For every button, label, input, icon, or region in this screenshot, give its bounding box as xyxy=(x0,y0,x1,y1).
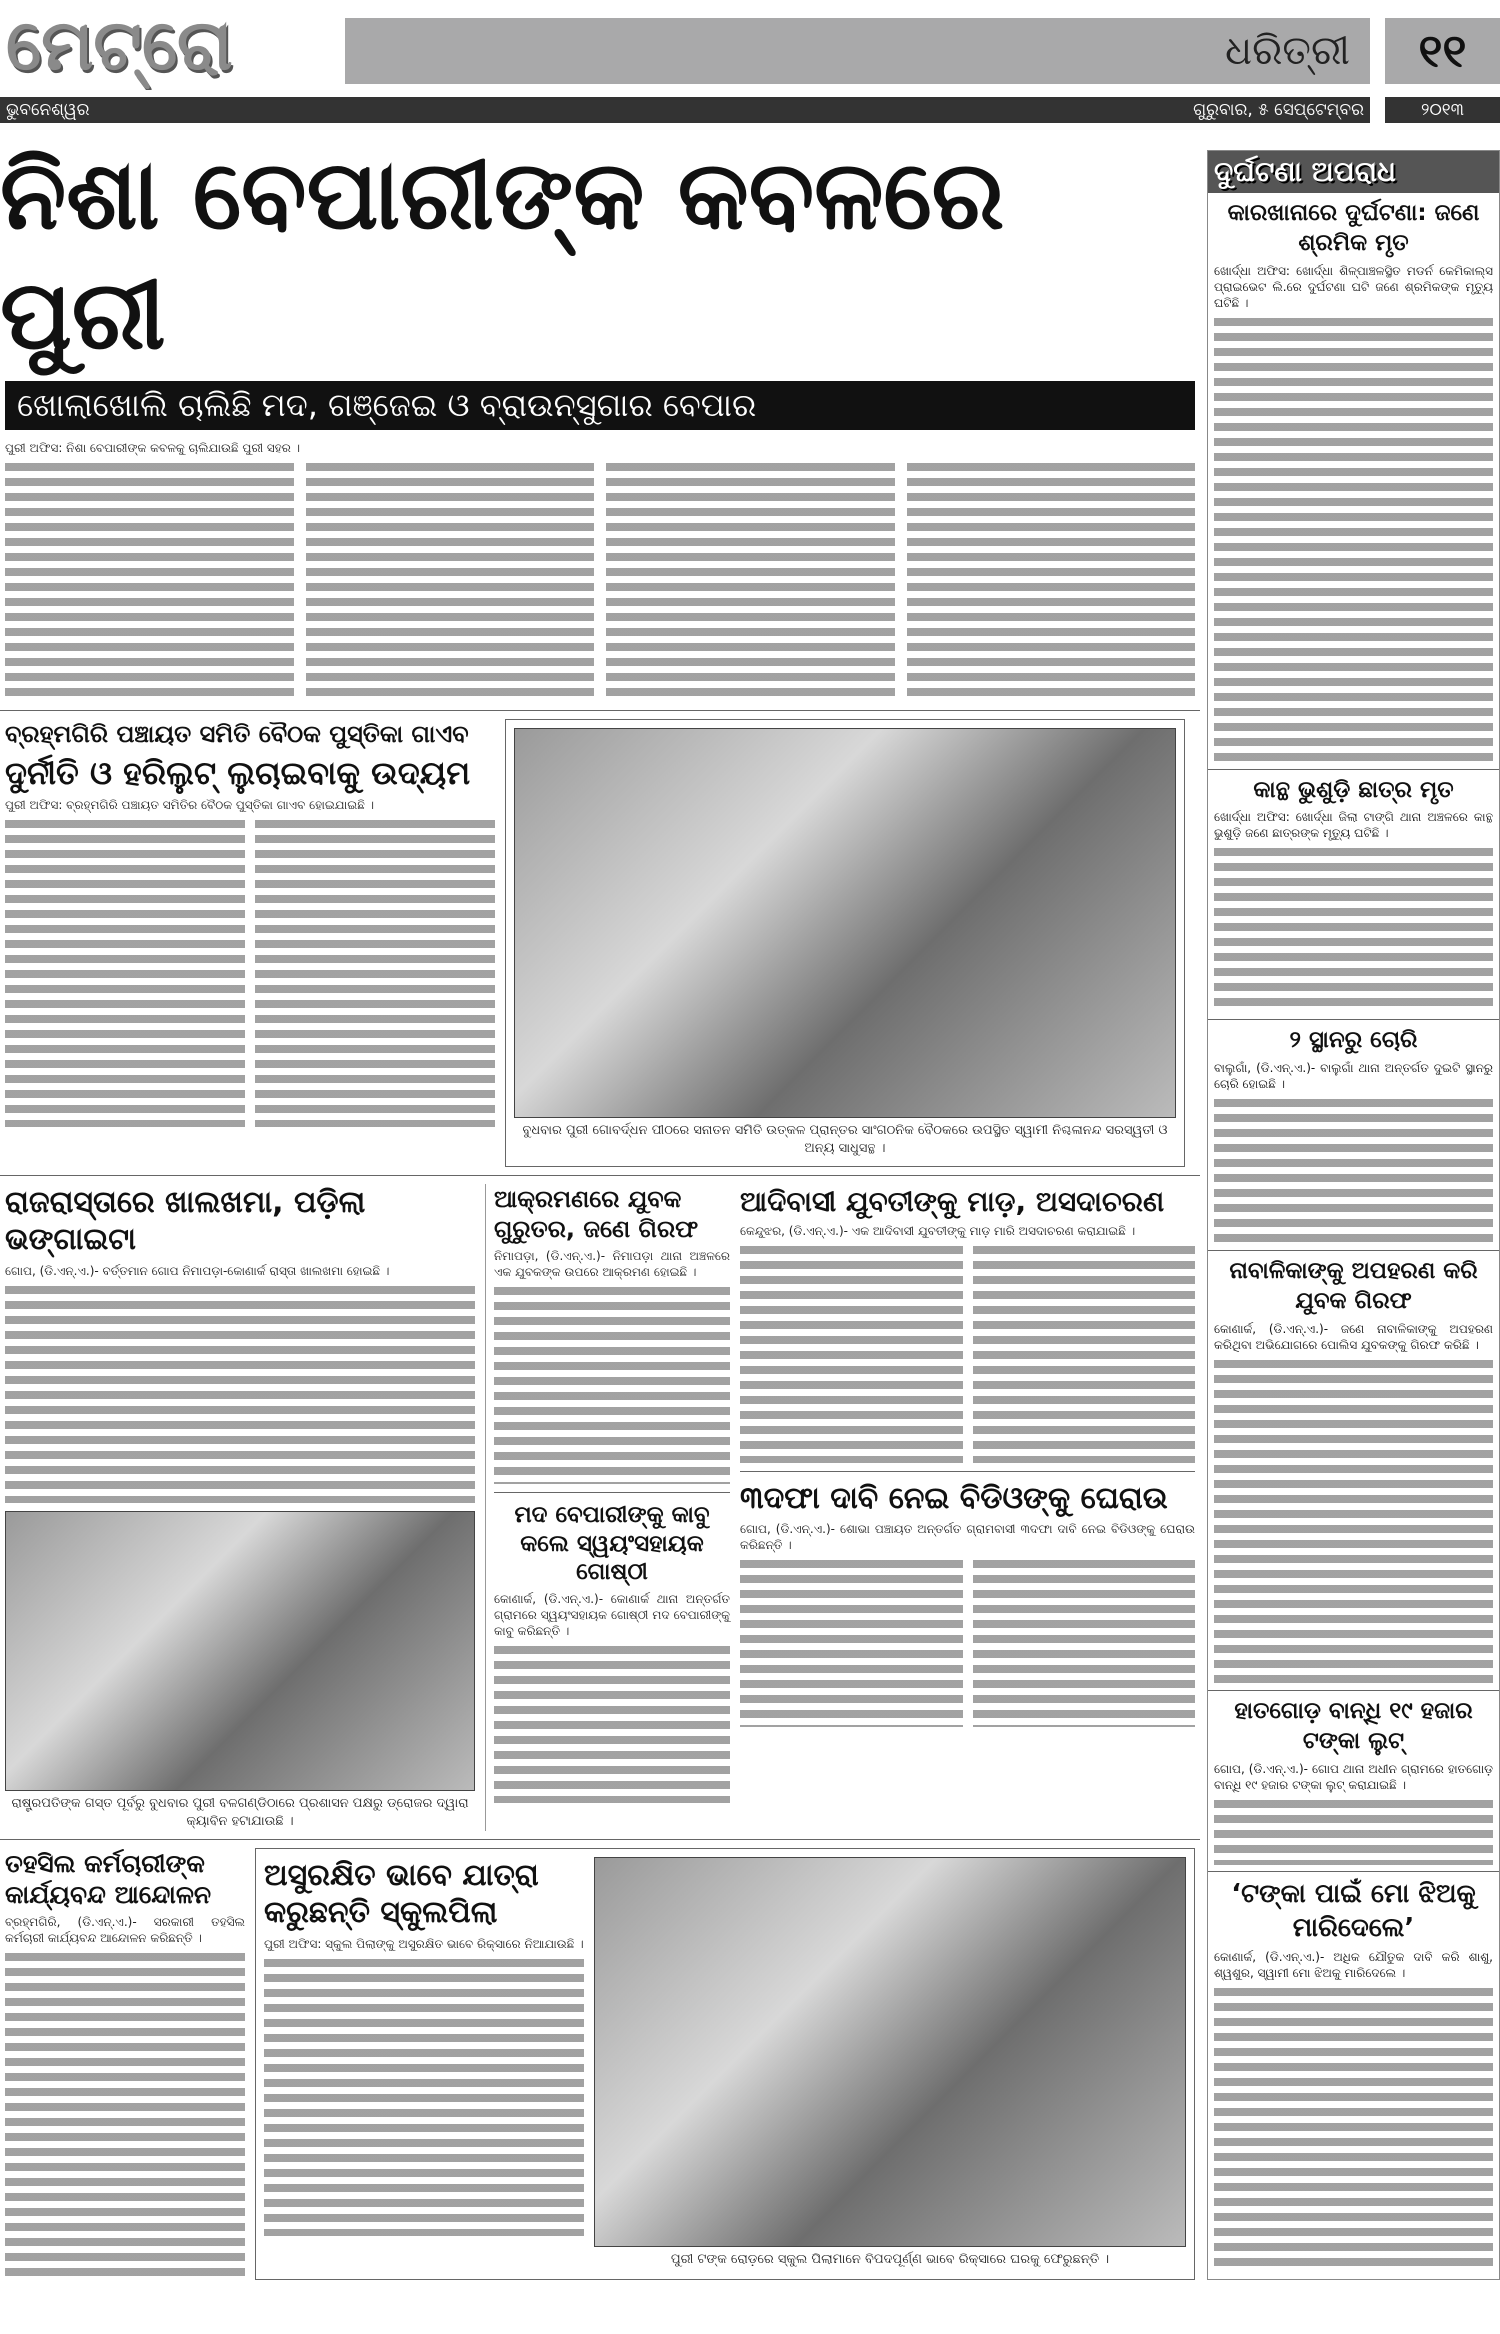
dateline-bar xyxy=(0,97,1370,123)
divider xyxy=(494,1492,730,1493)
article-headline: ଆଦିବାସୀ ଯୁବତୀଙ୍କୁ ମାଡ଼, ଅସଦାଚରଣ xyxy=(740,1184,1165,1218)
article-body: ଗୋପ, (ଡି.ଏନ୍.ଏ.)- ଶୋଭା ପଞ୍ଚାୟତ ଅନ୍ତର୍ଗତ ଗ୍ରାମବାସୀ ୩ଦଫା ଦାବି ନେଇ ବିଡିଓଙ୍କୁ ଘେରାଉ କରିଛନ୍ତି । xyxy=(740,1522,1195,1553)
road-article xyxy=(5,1184,475,1831)
city: ଭୁବନେଶ୍ୱର xyxy=(6,100,90,120)
article-body: କେନ୍ଦୁଝର, (ଡି.ଏନ୍.ଏ.)- ଏକ ଆଦିବାସୀ ଯୁବତୀଙ୍କୁ ମାଡ଼ ମାରି ଅସଦାଚରଣ କରାଯାଇଛି । xyxy=(740,1223,1136,1238)
article-headline: ରାଜରାସ୍ତାରେ ଖାଲଖମା, ପଡ଼ିଲା ଭଙ୍ଗାଇଟା xyxy=(5,1184,366,1258)
article-columns xyxy=(5,817,495,1127)
article-body: ନିମାପଡ଼ା, (ଡି.ଏନ୍.ଏ.)- ନିମାପଡ଼ା ଥାନା ଅଞ୍ଚଳରେ ଏକ ଯୁବକଙ୍କ ଉପରେ ଆକ୍ରମଣ ହୋଇଛି । xyxy=(494,1248,730,1279)
row-3 xyxy=(0,1175,1200,1839)
main-area xyxy=(0,135,1200,2288)
article-headline: ଅସୁରକ୍ଷିତ ଭାବେ ଯାତ୍ରା କରୁଛନ୍ତି ସ୍କୁଲପିଲା xyxy=(264,1857,539,1931)
school-rickshaw-photo xyxy=(594,1857,1186,2247)
photo-caption: ରାଷ୍ଟ୍ରପତିଙ୍କ ଗସ୍ତ ପୂର୍ବରୁ ବୁଧବାର ପୁରୀ ବଳଗଣ୍ଡିଠାରେ ପ୍ରଶାସନ ପକ୍ଷରୁ ଡ୍ରୋଜର ଦ୍ୱାରା କ୍ୟାବିନ ହଟାଯାଉଛି । xyxy=(11,1795,469,1829)
article-subheadline: ଦୁର୍ନୀତି ଓ ହରିଲୁଟ୍ ଲୁଚାଇବାକୁ ଉଦ୍ୟମ xyxy=(5,753,471,792)
article-body: ପୁରୀ ଅଫିସ: ସ୍କୁଲ ପିଲାଙ୍କୁ ଅସୁରକ୍ଷିତ ଭାବେ ରିକ୍ସାରେ ନିଆଯାଉଛି । xyxy=(264,1936,584,1951)
date: ଗୁରୁବାର, ୫ ସେପ୍ଟେମ୍ବର xyxy=(1193,100,1364,120)
page-number: ୧୧ xyxy=(1385,18,1500,84)
school-article xyxy=(264,1857,584,2272)
meeting-photo xyxy=(514,728,1176,1118)
crime-text xyxy=(1214,1357,1493,1685)
lead-columns xyxy=(5,460,1195,700)
tahasil-article xyxy=(5,1848,245,2281)
article-body: ଗୋପ, (ଡି.ଏନ୍.ଏ.)- ବର୍ତ୍ତମାନ ଗୋପ ନିମାପଡ଼ା-କୋଣାର୍କ ରାସ୍ତା ଖାଲଖମା ହୋଇଛି । xyxy=(5,1263,390,1278)
crime-body: କୋଣାର୍କ, (ଡି.ଏନ୍.ଏ.)- ଜଣେ ନାବାଳିକାଙ୍କୁ ଅପହରଣ କରିଥିବା ଅଭିଯୋଗରେ ପୋଲିସ ଯୁବକଙ୍କୁ ଗିରଫ କରିଛି । xyxy=(1214,1321,1493,1352)
crime-body: କୋଣାର୍କ, (ଡି.ଏନ୍.ଏ.)- ଅଧିକ ଯୌତୁକ ଦାବି କରି ଶାଶୁ, ଶ୍ୱଶୁର, ସ୍ୱାମୀ ମୋ ଝିଅକୁ ମାରିଦେଲେ । xyxy=(1214,1950,1493,1981)
article-text xyxy=(5,1950,245,2280)
row-2 xyxy=(0,710,1200,1175)
section-banner xyxy=(345,18,1370,84)
section-name: ଧରିତ୍ରୀ xyxy=(1225,28,1350,74)
lead-body-lead: ପୁରୀ ଅଫିସ: ନିଶା ବେପାରୀଙ୍କ କବଳକୁ ଚାଲିଯାଉଛି ପୁରୀ ସହର । xyxy=(5,440,301,455)
photo-frame xyxy=(505,719,1185,1167)
brahmagiri-article xyxy=(5,719,495,1167)
article-column xyxy=(740,1557,963,1727)
crime-text xyxy=(1214,1797,1493,1865)
lead-column-3 xyxy=(606,460,895,700)
crime-body: ଗୋପ, (ଡି.ଏନ୍.ଏ.)- ଗୋପ ଥାନା ଅଧୀନ ଗ୍ରାମରେ ହାତଗୋଡ଼ ବାନ୍ଧି ୧୯ ହଜାର ଟଙ୍କା ଲୁଟ୍ କରାଯାଇଛି । xyxy=(1214,1762,1493,1792)
row-4 xyxy=(0,1839,1200,2289)
year: ୨୦୧୩ xyxy=(1385,97,1500,123)
article-column xyxy=(973,1557,1196,1727)
article-column xyxy=(740,1243,963,1463)
crime-headline: କାନ୍ଥ ଭୁଶୁଡ଼ି ଛାତ୍ର ମୃତ xyxy=(1253,776,1454,803)
article-columns xyxy=(740,1243,1195,1463)
article-text xyxy=(494,1284,730,1484)
lead-headline: ନିଶା ବେପାରୀଙ୍କ କବଳରେ ପୁରୀ xyxy=(0,139,1005,371)
article-columns xyxy=(740,1557,1195,1727)
middle-column xyxy=(485,1184,730,1831)
newspaper-logo: ମେଟ୍ରୋ xyxy=(6,4,233,86)
article-column xyxy=(255,817,495,1127)
crime-headline: ୨ ସ୍ଥାନରୁ ଚୋରି xyxy=(1289,1027,1418,1054)
divider xyxy=(740,1471,1195,1472)
lead-column-1 xyxy=(5,460,294,700)
article-headline: ଆକ୍ରମଣରେ ଯୁବକ ଗୁରୁତର, ଜଣେ ଗିରଫ xyxy=(494,1184,699,1243)
lead-story xyxy=(0,430,1200,710)
article-body: କୋଣାର୍କ, (ଡି.ଏନ୍.ଏ.)- କୋଣାର୍କ ଥାନା ଅନ୍ତର୍ଗତ ଗ୍ରାମରେ ସ୍ୱୟଂସହାୟକ ଗୋଷ୍ଠୀ ମଦ ବେପାରୀଙ୍କୁ କାବୁ କରିଛନ୍ତି । xyxy=(494,1592,730,1639)
lead-subheadline: ଖୋଲାଖୋଲି ଚାଲିଛି ମଦ, ଗଞ୍ଜେଇ ଓ ବ୍ରାଉନ୍‌ସୁଗାର ବେପାର xyxy=(5,381,1195,430)
article-headline: ମଦ ବେପାରୀଙ୍କୁ କାବୁ କଲେ ସ୍ୱୟଂସହାୟକ ଗୋଷ୍ଠୀ xyxy=(514,1501,710,1586)
crime-headline: କାରଖାନାରେ ଦୁର୍ଘଟଣା: ଜଣେ ଶ୍ରମିକ ମୃତ xyxy=(1227,200,1480,256)
right-middle-column xyxy=(740,1184,1195,1831)
cabin-removal-photo xyxy=(5,1511,475,1791)
article-headline: ୩ଦଫା ଦାବି ନେଇ ବିଡିଓଙ୍କୁ ଘେରାଉ xyxy=(740,1480,1168,1516)
crime-body: ଖୋର୍ଦ୍ଧା ଅଫିସ: ଖୋର୍ଦ୍ଧା ଜିଲା ଟାଙ୍ଗି ଥାନା ଅଞ୍ଚଳରେ କାନ୍ଥ ଭୁଶୁଡ଼ି ଜଣେ ଛାତ୍ରଙ୍କ ମୃତ୍ୟୁ ଘଟିଛି । xyxy=(1214,810,1493,841)
crime-column xyxy=(1207,150,1500,2280)
lead-column-2 xyxy=(306,460,595,700)
school-photo-block xyxy=(594,1857,1186,2272)
section-header: ଦୁର୍ଘଟଣା ଅପରାଧ xyxy=(1208,151,1499,193)
photo-caption: ପୁରୀ ଟଙ୍କ ରୋଡ଼ରେ ସ୍କୁଲ ପିଲାମାନେ ବିପଦପୂର୍ଣ୍ଣ ଭାବେ ରିକ୍ସାରେ ଘରକୁ ଫେରୁଛନ୍ତି । xyxy=(670,2251,1110,2267)
article-body: ପୁରୀ ଅଫିସ: ବ୍ରହ୍ମଗିରି ପଞ୍ଚାୟତ ସମିତିର ବୈଠକ ପୁସ୍ତିକା ଗାଏବ ହୋଇଯାଇଛି । xyxy=(5,797,375,812)
crime-text xyxy=(1214,845,1493,1013)
crime-headline: ହାତଗୋଡ଼ ବାନ୍ଧି ୧୯ ହଜାର ଟଙ୍କା ଲୁଟ୍ xyxy=(1234,1698,1473,1755)
crime-body: ବାଲୁଗାଁ, (ଡି.ଏନ୍.ଏ.)- ବାଲୁଗାଁ ଥାନା ଅନ୍ତର୍ଗତ ଦୁଇଟି ସ୍ଥାନରୁ ଚୋରି ହୋଇଛି । xyxy=(1214,1061,1493,1091)
article-headline: ବ୍ରହ୍ମଗିରି ପଞ୍ଚାୟତ ସମିତି ବୈଠକ ପୁସ୍ତିକା ଗାଏବ xyxy=(5,719,469,748)
article-column xyxy=(5,817,245,1127)
photo-caption: ବୁଧବାର ପୁରୀ ଗୋବର୍ଦ୍ଧନ ପୀଠରେ ସନାତନ ସମିତି ଉତ୍କଳ ପ୍ରାନ୍ତର ସାଂଗଠନିକ ବୈଠକରେ ଉପସ୍ଥିତ ସ୍ୱାମୀ ନିଶ୍ଚଳାନନ୍ଦ ସରସ୍ୱତୀ ଓ ଅନ୍ୟ ସାଧୁସନ୍ଥ । xyxy=(522,1122,1168,1156)
crime-headline: ‘ଟଙ୍କା ପାଇଁ ମୋ ଝିଅକୁ ମାରିଦେଲେ’ xyxy=(1231,1878,1476,1943)
feature-box xyxy=(255,1848,1195,2281)
article-body: ବ୍ରହ୍ମଗିରି, (ଡି.ଏନ୍.ଏ.)- ସରକାରୀ ତହସିଲ କର୍ମଚାରୀ କାର୍ଯ୍ୟବନ୍ଦ ଆନ୍ଦୋଳନ କରିଛନ୍ତି । xyxy=(5,1915,245,1946)
article-text xyxy=(264,1956,584,2236)
crime-body: ଖୋର୍ଦ୍ଧା ଅଫିସ: ଖୋର୍ଦ୍ଧା ଶିଳ୍ପାଞ୍ଚଳସ୍ଥିତ ମଡର୍ନ କେମିକାଲ୍ସ ପ୍ରାଇଭେଟ ଲି.ରେ ଦୁର୍ଘଟଣା ଘଟି ଜଣେ ଶ୍ରମିକଙ୍କ ମୃତ୍ୟୁ ଘଟିଛି । xyxy=(1214,263,1493,310)
crime-text xyxy=(1214,315,1493,763)
article-column xyxy=(973,1243,1196,1463)
lead-column-4 xyxy=(907,460,1196,700)
article-headline: ତହସିଲ କର୍ମଚାରୀଙ୍କ କାର୍ଯ୍ୟବନ୍ଦ ଆନ୍ଦୋଳନ xyxy=(5,1848,212,1910)
article-text xyxy=(5,1283,475,1503)
crime-text xyxy=(1214,1096,1493,1244)
crime-headline: ନାବାଳିକାଙ୍କୁ ଅପହରଣ କରି ଯୁବକ ଗିରଫ xyxy=(1229,1257,1478,1314)
crime-text xyxy=(1214,1985,1493,2273)
article-text xyxy=(494,1643,730,1803)
